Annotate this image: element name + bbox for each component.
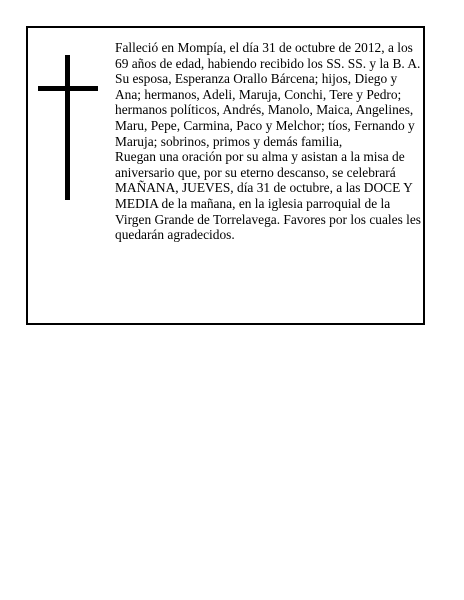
family-list: Su esposa, Esperanza Orallo Bárcena; hijos, Diego y Ana; hermanos, Adeli, Maruja, Conchi, Tere y Pedro; hermanos políticos, Andrés, Manolo, Maica, Angelines, Maru, Pepe, Carmina, Paco y Melchor; tíos, Fernando y Maruja; sobrinos, primos y demás familia, [115,71,415,149]
obituary-notice [26,26,425,325]
notice-body [115,40,423,243]
mass-invitation: Ruegan una oración por su alma y asistan a la misa de aniversario que, por su eterno descanso, se celebrará MAÑANA, JUEVES, día 31 de octubre, a las DOCE Y MEDIA de la mañana, en la iglesia parroquial de la Virgen Grande de Torrelavega. Favores por los cuales les quedarán agradecidos. [115,149,422,243]
latin-cross-icon [38,55,98,200]
cross-horizontal-bar [38,86,98,91]
death-announcement: Falleció en Mompía, el día 31 de octubre de 2012, a los 69 años de edad, habiendo recibido los SS. SS. y la B. A. [115,40,421,71]
cross-vertical-bar [65,55,70,200]
